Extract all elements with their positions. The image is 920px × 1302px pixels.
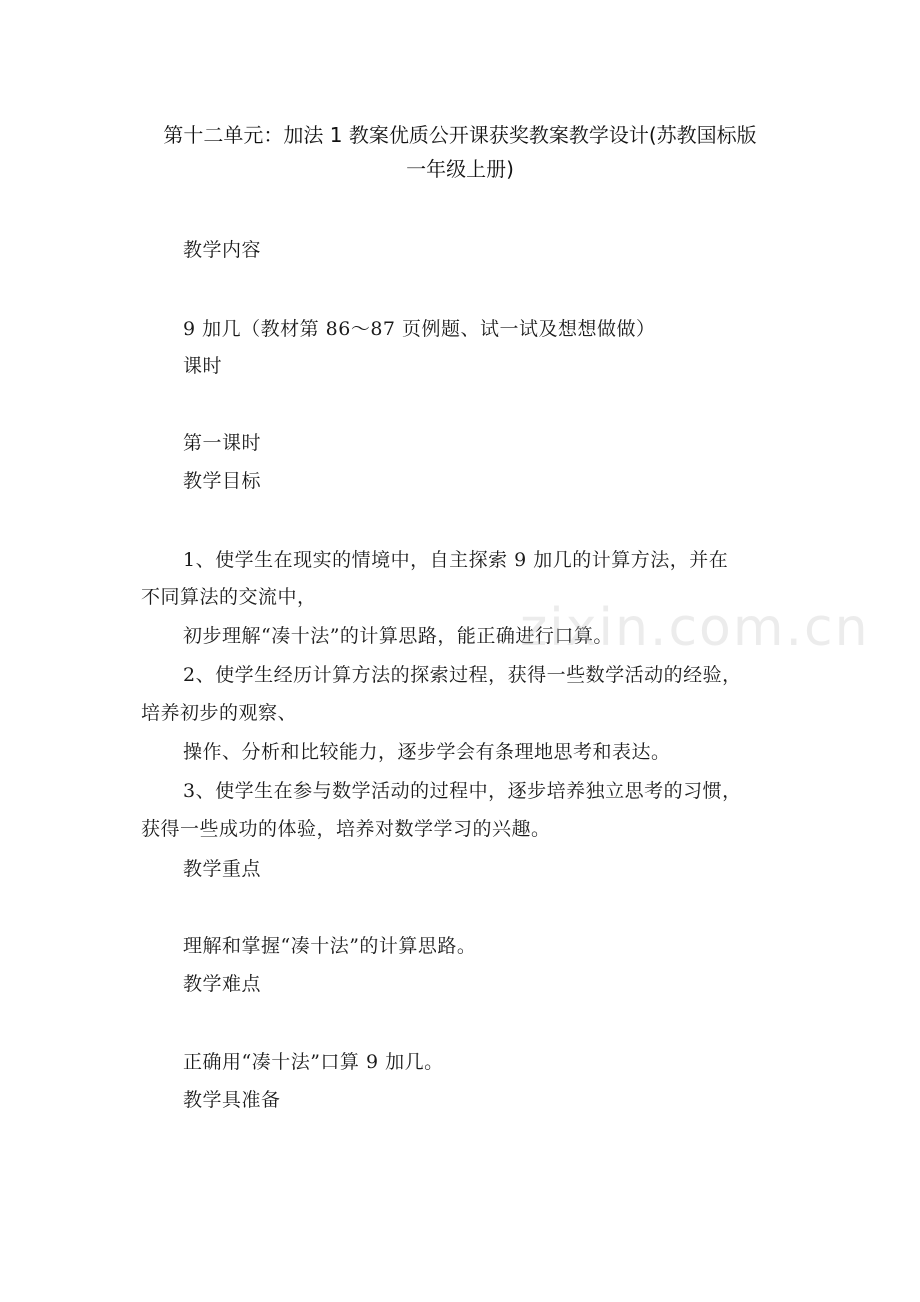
goal-2-line-c: 操作、分析和比较能力，逐步学会有条理地思考和表达。 xyxy=(183,741,671,763)
goal-3-line-b: 获得一些成功的体验，培养对数学学习的兴趣。 xyxy=(141,818,551,840)
goal-1-line-a: 1、使学生在现实的情境中，自主探索 9 加几的计算方法，并在 xyxy=(183,549,729,571)
heading-teaching-goals: 教学目标 xyxy=(183,470,262,492)
goal-2-line-b: 培养初步的观察、 xyxy=(141,702,298,724)
goal-2-line-a: 2、使学生经历计算方法的探索过程，获得一些数学活动的经验， xyxy=(183,664,742,686)
heading-difficult-point: 教学难点 xyxy=(183,973,262,995)
heading-teaching-aids: 教学具准备 xyxy=(183,1089,281,1111)
period-first: 第一课时 xyxy=(183,432,262,454)
watermark-text: zixin.com.cn xyxy=(520,598,870,658)
document-title xyxy=(120,118,800,186)
key-point-text: 理解和掌握“凑十法”的计算思路。 xyxy=(183,935,477,957)
title-line-1: 第十二单元：加法 1 教案优质公开课获奖教案教学设计(苏教国标版 xyxy=(163,123,757,147)
difficult-point-text: 正确用“凑十法”口算 9 加几。 xyxy=(183,1051,444,1073)
heading-teaching-content: 教学内容 xyxy=(183,239,262,261)
teaching-content-text: 9 加几（教材第 86～87 页例题、试一试及想想做做） xyxy=(183,318,656,340)
heading-period: 课时 xyxy=(183,355,223,377)
heading-key-point: 教学重点 xyxy=(183,858,262,880)
goal-1-line-c: 初步理解“凑十法”的计算思路，能正确进行口算。 xyxy=(183,625,613,647)
goal-3-line-a: 3、使学生在参与数学活动的过程中，逐步培养独立思考的习惯， xyxy=(183,780,742,802)
title-line-2: 一年级上册) xyxy=(406,157,514,181)
goal-1-line-b: 不同算法的交流中， xyxy=(141,586,317,608)
